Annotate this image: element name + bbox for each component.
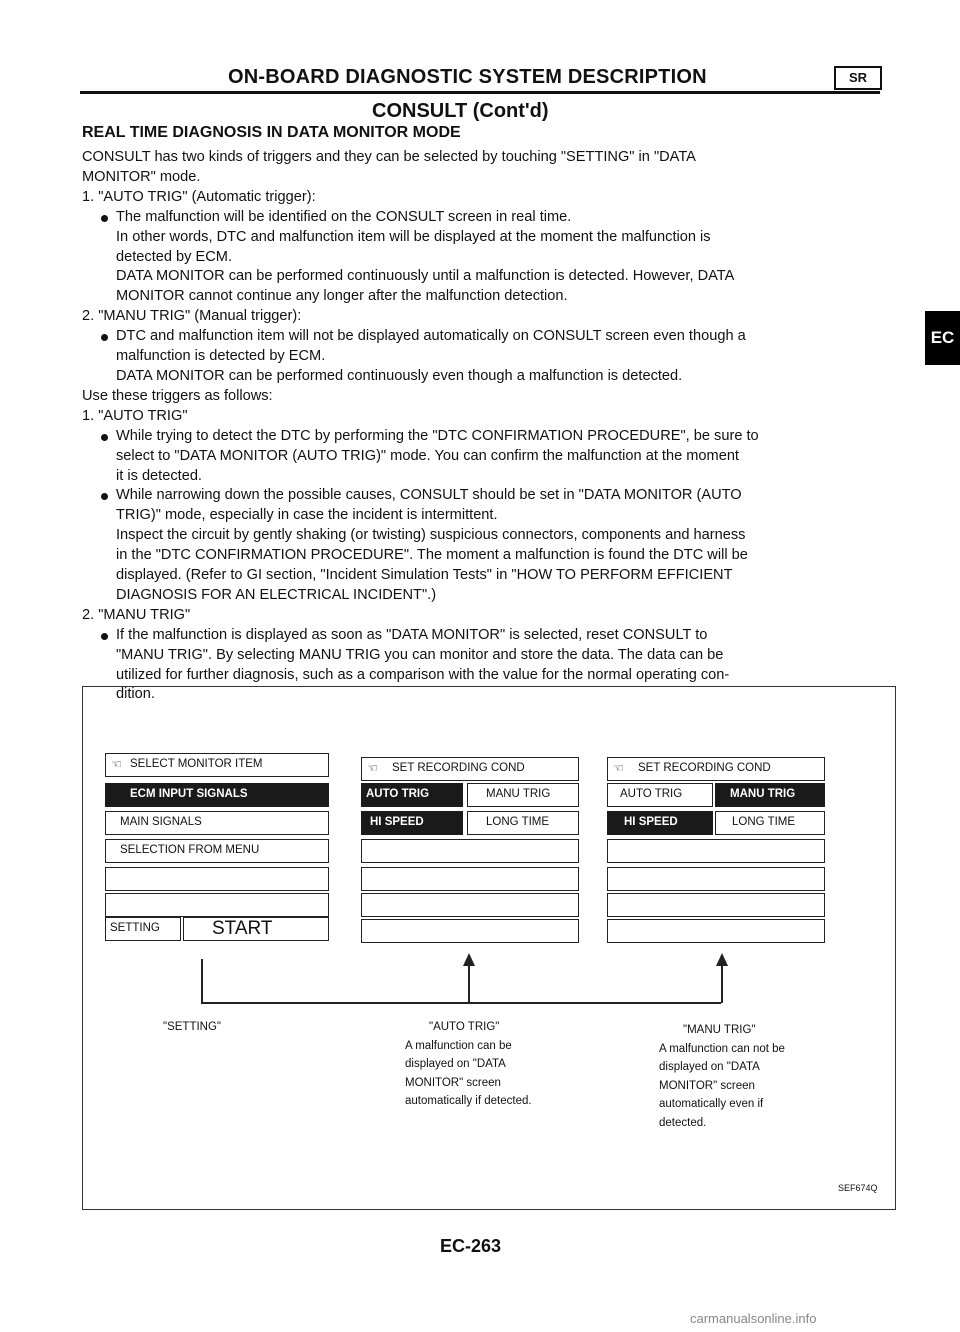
body-line: MONITOR" mode. — [82, 168, 201, 185]
panel3-title-bar — [607, 757, 825, 781]
body-line: 2. "MANU TRIG" — [82, 606, 191, 623]
body-line: malfunction is detected by ECM. — [116, 348, 326, 365]
figure-consult-screens — [82, 686, 896, 1210]
arrow-up-icon — [461, 953, 477, 967]
body-line: utilized for further diagnosis, such as a comparison with the value for the normal operating con- — [116, 666, 730, 683]
arrow-up-icon — [714, 953, 730, 967]
panel2-empty-row — [361, 867, 579, 891]
panel3-empty-row — [607, 867, 825, 891]
figure-code: SEF674Q — [838, 1183, 878, 1193]
panel2-hi-speed-button[interactable]: HI SPEED — [361, 811, 463, 835]
caption-manu-trig: "MANU TRIG" A malfunction can not be displayed on "DATA MONITOR" screen automatically even if detected. — [659, 1024, 785, 1129]
bullet-line: If the malfunction is displayed as soon as "DATA MONITOR" is selected, reset CONSULT to — [82, 626, 882, 646]
side-section-tab[interactable]: EC — [925, 311, 960, 365]
body-line: 1. "AUTO TRIG" (Automatic trigger): — [82, 188, 316, 205]
body-line: 2. "MANU TRIG" (Manual trigger): — [82, 308, 302, 325]
bullet-line: While trying to detect the DTC by performing the "DTC CONFIRMATION PROCEDURE", be sure to — [82, 427, 882, 447]
body-line: it is detected. — [116, 467, 202, 484]
panel2-title: SET RECORDING COND — [392, 762, 525, 774]
menu-item-empty — [105, 893, 329, 917]
setting-button[interactable]: SETTING — [105, 917, 181, 941]
body-line: dition. — [116, 686, 155, 703]
hand-icon: ☜ — [613, 761, 624, 775]
panel2-auto-trig-button[interactable]: AUTO TRIG — [361, 783, 463, 807]
hand-icon: ☜ — [111, 757, 122, 771]
connector-line — [201, 959, 203, 1003]
menu-item-main-signals[interactable]: MAIN SIGNALS — [105, 811, 329, 835]
watermark: carmanualsonline.info — [690, 1311, 817, 1326]
body-line: select to "DATA MONITOR (AUTO TRIG)" mode. You can confirm the malfunction at the moment — [116, 447, 739, 464]
menu-item-empty — [105, 867, 329, 891]
bullet-line: DTC and malfunction item will not be displayed automatically on CONSULT screen even though a — [82, 327, 882, 347]
page-number: EC-263 — [440, 1236, 502, 1256]
panel2-empty-row — [361, 839, 579, 863]
panel3-manu-trig-button[interactable]: MANU TRIG — [715, 783, 825, 807]
section-badge: SR — [834, 66, 882, 90]
body-line: DATA MONITOR can be performed continuously even though a malfunction is detected. — [116, 367, 683, 384]
panel3-empty-row — [607, 919, 825, 943]
body-line: Use these triggers as follows: — [82, 387, 273, 404]
panel2-manu-trig-button[interactable]: MANU TRIG — [467, 783, 579, 807]
menu-item-ecm-input-signals[interactable]: ECM INPUT SIGNALS — [105, 783, 329, 807]
caption-setting: "SETTING" — [163, 1021, 221, 1033]
body-line: DIAGNOSIS FOR AN ELECTRICAL INCIDENT".) — [116, 586, 437, 603]
body-line: displayed. (Refer to GI section, "Incident Simulation Tests" in "HOW TO PERFORM EFFICIENT — [116, 567, 733, 584]
page-subtitle: CONSULT (Cont'd) — [372, 100, 549, 122]
panel2-long-time-button[interactable]: LONG TIME — [467, 811, 579, 835]
panel3-hi-speed-button[interactable]: HI SPEED — [607, 811, 713, 835]
bullet-line: The malfunction will be identified on the CONSULT screen in real time. — [82, 208, 882, 228]
hand-icon: ☜ — [367, 761, 378, 775]
body-line: MONITOR cannot continue any longer after the malfunction detection. — [116, 288, 568, 305]
caption-auto-trig: "AUTO TRIG" A malfunction can be displayed on "DATA MONITOR" screen automatically if detected. — [405, 1021, 532, 1107]
header-rule — [80, 91, 880, 94]
connector-line — [468, 963, 470, 1003]
panel3-long-time-button[interactable]: LONG TIME — [715, 811, 825, 835]
start-button[interactable]: START — [183, 917, 329, 941]
body-line: detected by ECM. — [116, 248, 232, 265]
panel3-empty-row — [607, 839, 825, 863]
panel3-auto-trig-button[interactable]: AUTO TRIG — [607, 783, 713, 807]
body-line: Inspect the circuit by gently shaking (or twisting) suspicious connectors, components and harness — [116, 527, 746, 544]
panel1-title: SELECT MONITOR ITEM — [130, 758, 263, 770]
panel2-empty-row — [361, 893, 579, 917]
panel2-title-bar — [361, 757, 579, 781]
body-line: in the "DTC CONFIRMATION PROCEDURE". The moment a malfunction is found the DTC will be — [116, 547, 748, 564]
connector-line — [721, 963, 723, 1003]
body-line: DATA MONITOR can be performed continuously until a malfunction is detected. However, DATA — [116, 268, 735, 285]
body-line: TRIG)" mode, especially in case the incident is intermittent. — [116, 507, 498, 524]
body-line: CONSULT has two kinds of triggers and they can be selected by touching "SETTING" in "DATA — [82, 149, 696, 165]
panel3-empty-row — [607, 893, 825, 917]
section-heading: REAL TIME DIAGNOSIS IN DATA MONITOR MODE — [82, 124, 461, 141]
bullet-line: While narrowing down the possible causes, CONSULT should be set in "DATA MONITOR (AUTO — [82, 486, 882, 506]
connector-line — [201, 1002, 721, 1004]
body-text — [82, 148, 882, 705]
panel3-title: SET RECORDING COND — [638, 762, 771, 774]
menu-item-selection-from-menu[interactable]: SELECTION FROM MENU — [105, 839, 329, 863]
body-line: In other words, DTC and malfunction item will be displayed at the moment the malfunction is — [116, 228, 711, 245]
panel1-title-bar — [105, 753, 329, 777]
panel2-empty-row — [361, 919, 579, 943]
page-header-title: ON-BOARD DIAGNOSTIC SYSTEM DESCRIPTION — [228, 66, 707, 88]
body-line: 1. "AUTO TRIG" — [82, 407, 188, 424]
body-line: "MANU TRIG". By selecting MANU TRIG you can monitor and store the data. The data can be — [116, 646, 724, 663]
